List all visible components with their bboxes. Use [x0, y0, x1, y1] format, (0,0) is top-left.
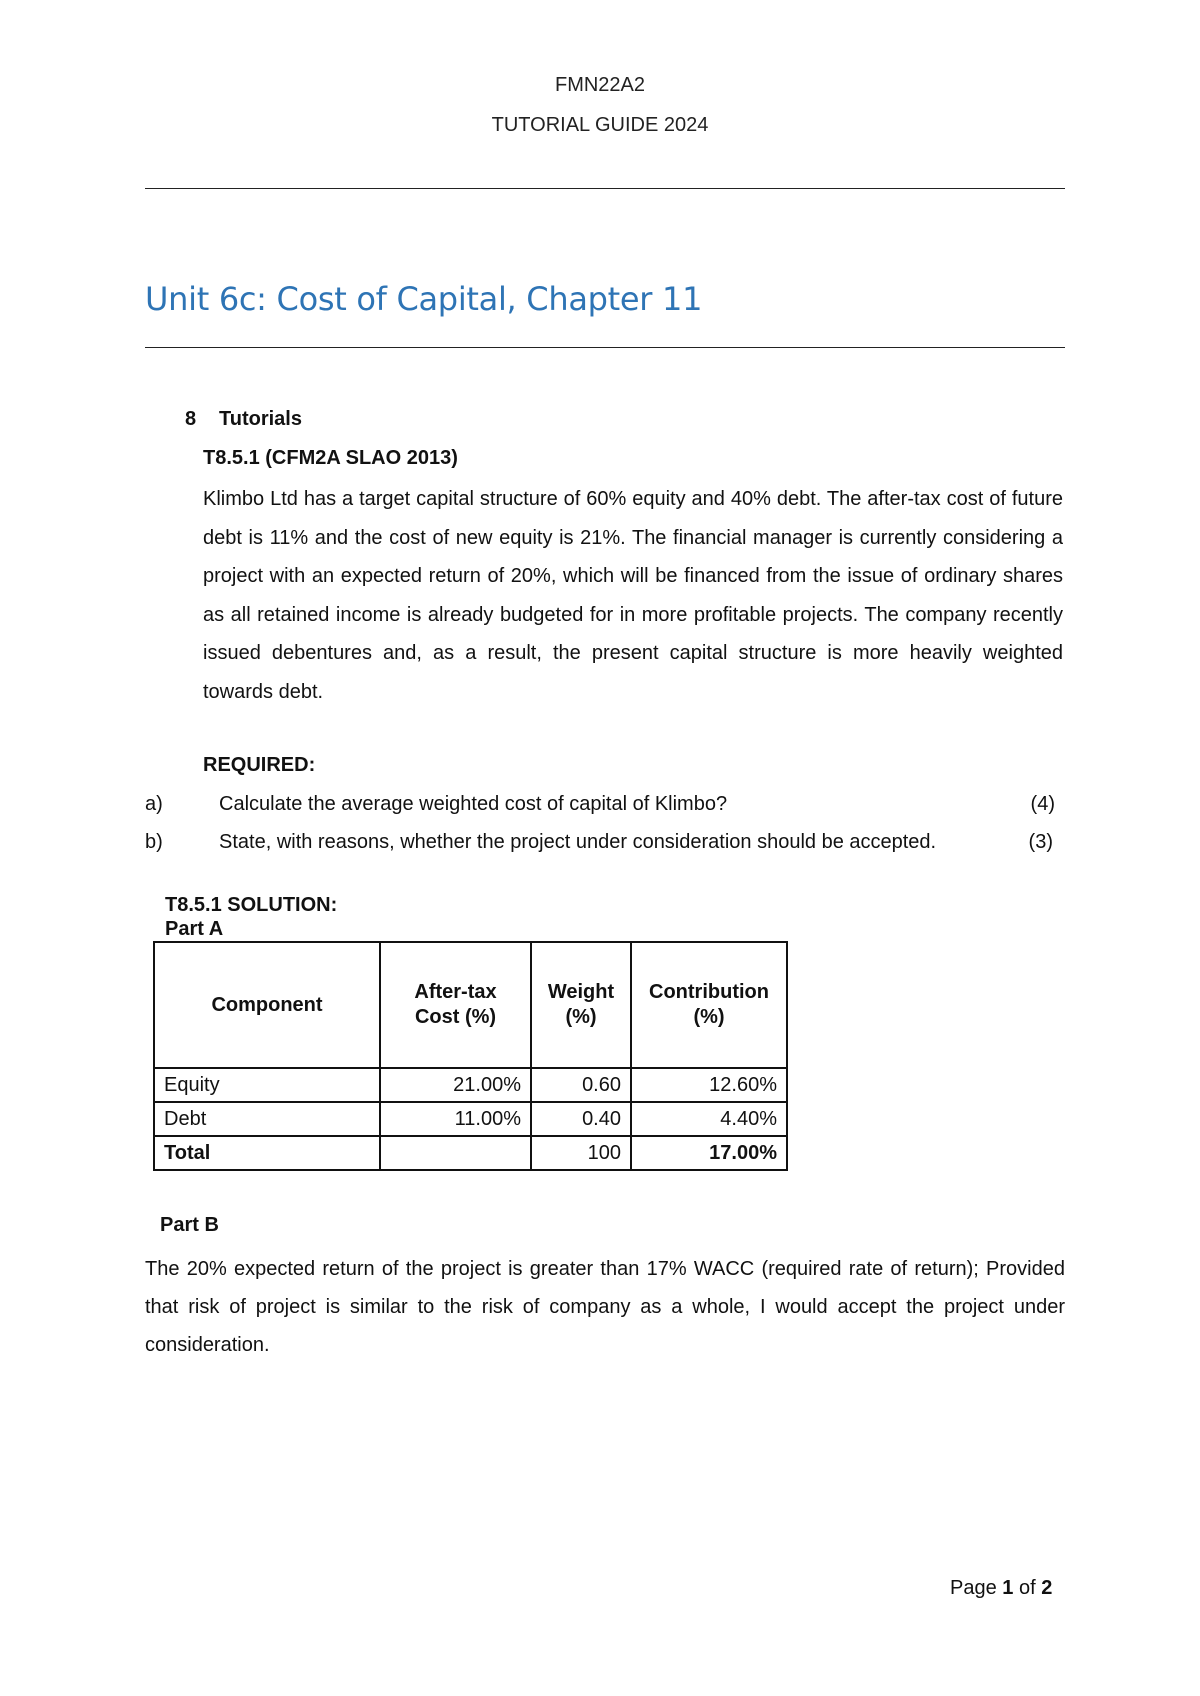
part-text: State, with reasons, whether the project under consideration should be accepted. — [219, 831, 937, 853]
table-row — [154, 1102, 787, 1136]
solution-title: T8.5.1 SOLUTION: — [165, 894, 338, 916]
cell-contribution: 4.40% — [631, 1102, 787, 1136]
table-header-row — [154, 942, 787, 1068]
header-contribution: Contribution (%) — [631, 942, 787, 1068]
page-current: 1 — [1002, 1577, 1014, 1599]
header-component: Component — [154, 942, 380, 1068]
part-b-heading: Part B — [160, 1214, 219, 1236]
section-number: 8 — [185, 408, 197, 430]
required-part-b — [145, 831, 1065, 861]
part-label: b) — [145, 831, 163, 853]
course-code: FMN22A2 — [554, 74, 646, 96]
unit-title: Unit 6c: Cost of Capital, Chapter 11 — [145, 280, 703, 318]
table-row — [154, 1068, 787, 1102]
cell-weight: 0.60 — [531, 1068, 631, 1102]
wacc-table — [153, 941, 788, 1171]
part-marks: (3) — [1028, 831, 1053, 853]
cell-component: Debt — [154, 1102, 380, 1136]
cell-component: Equity — [154, 1068, 380, 1102]
cell-weight: 100 — [531, 1136, 631, 1170]
cell-cost — [380, 1136, 531, 1170]
page-number — [950, 1577, 1052, 1600]
cell-weight: 0.40 — [531, 1102, 631, 1136]
question-id: T8.5.1 (CFM2A SLAO 2013) — [203, 447, 458, 469]
part-a-heading: Part A — [165, 918, 224, 940]
header-after-tax-cost: After-tax Cost (%) — [380, 942, 531, 1068]
of-word: of — [1018, 1577, 1036, 1599]
cell-cost: 11.00% — [380, 1102, 531, 1136]
header-divider — [145, 188, 1065, 189]
page-total: 2 — [1041, 1577, 1053, 1599]
section-title: Tutorials — [219, 408, 302, 430]
cell-cost: 21.00% — [380, 1068, 531, 1102]
part-b-text: The 20% expected return of the project is greater than 17% WACC (required rate of return); Provided that risk of project is similar to the risk of company as a whole, I would accept the project under consideration. — [145, 1258, 1065, 1356]
part-text: Calculate the average weighted cost of capital of Klimbo? — [219, 793, 728, 815]
table-total-row — [154, 1136, 787, 1170]
part-label: a) — [145, 793, 163, 815]
required-label: REQUIRED: — [203, 754, 316, 776]
cell-contribution: 17.00% — [631, 1136, 787, 1170]
page-word: Page — [950, 1577, 997, 1599]
required-part-a — [145, 793, 1065, 823]
cell-component: Total — [154, 1136, 380, 1170]
question-body: Klimbo Ltd has a target capital structure of 60% equity and 40% debt. The after-tax cost of future debt is 11% and the cost of new equity is 21%. The financial manager is currently considering a project with an expected return of 20%, which will be financed from the issue of ordinary shares as all retained income is already budgeted for in more profitable projects. The company recently issued debentures and, as a result, the present capital structure is more heavily weighted towards debt. — [203, 488, 1063, 703]
part-marks: (4) — [1030, 793, 1055, 815]
header-weight: Weight (%) — [531, 942, 631, 1068]
guide-title: TUTORIAL GUIDE 2024 — [491, 114, 709, 136]
cell-contribution: 12.60% — [631, 1068, 787, 1102]
title-divider — [145, 347, 1065, 348]
